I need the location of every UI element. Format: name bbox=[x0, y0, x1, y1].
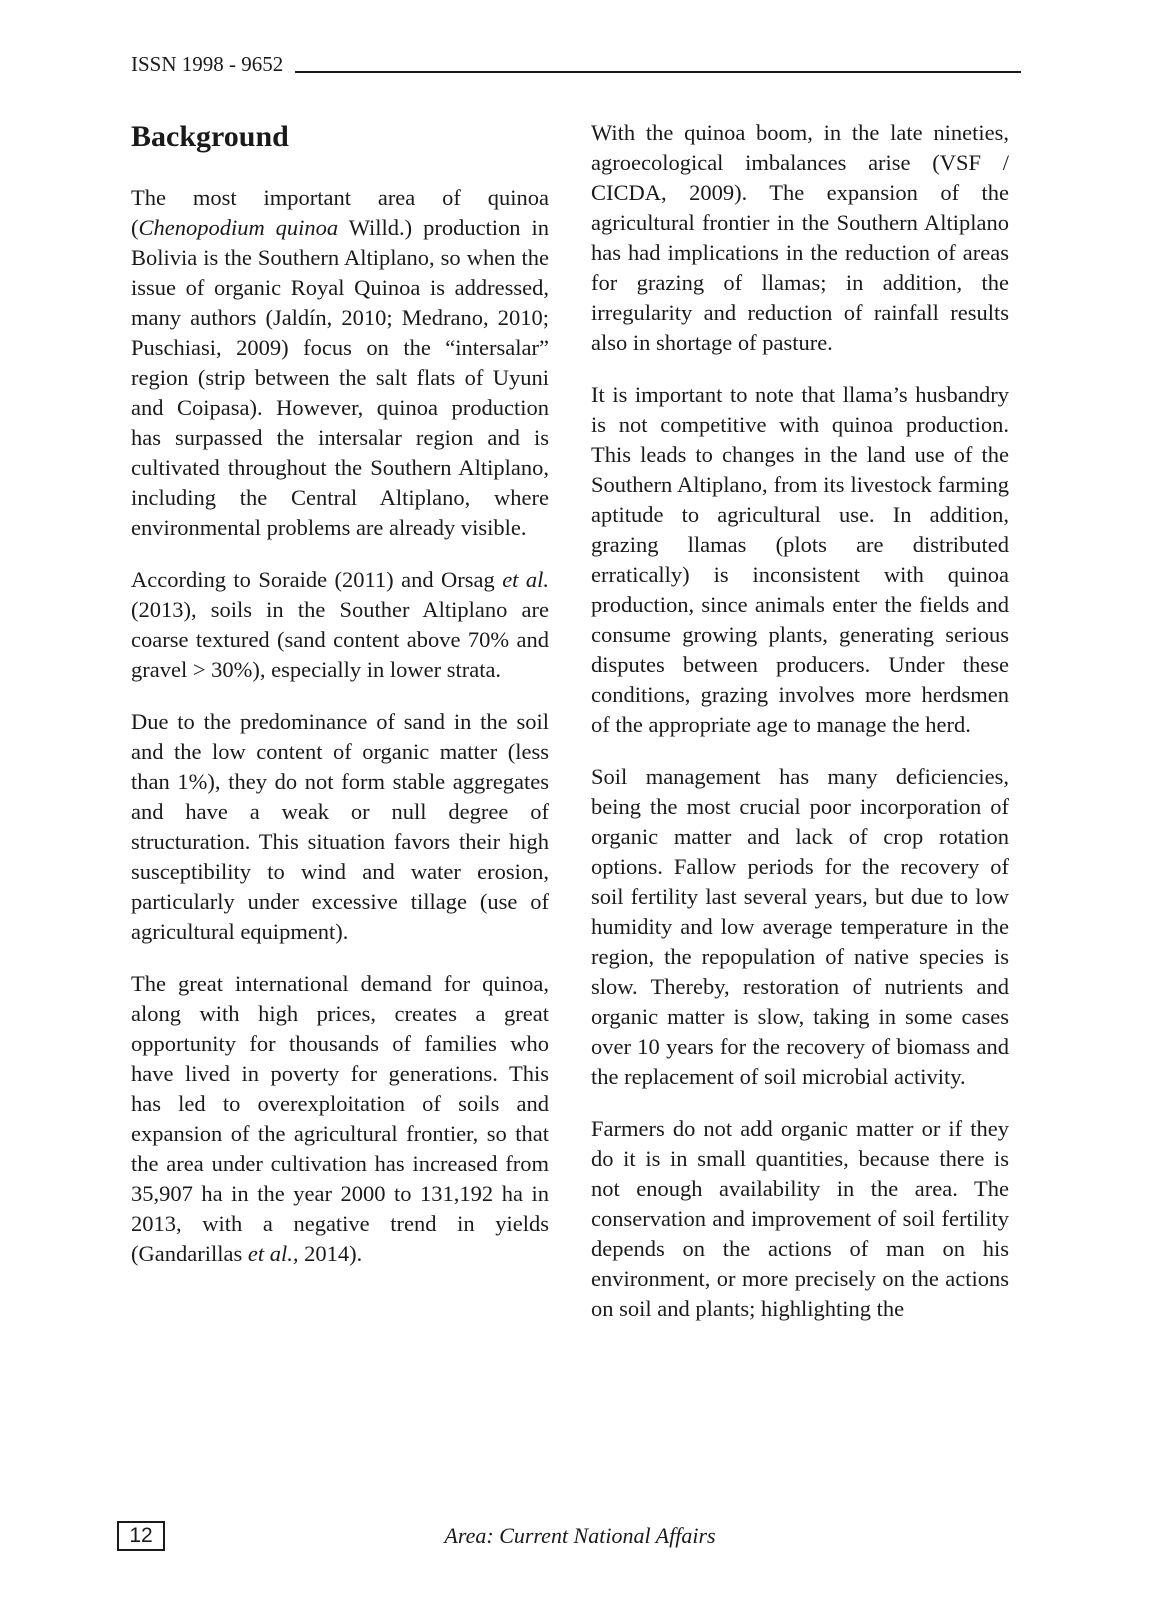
header-rule bbox=[295, 71, 1021, 73]
left-column bbox=[131, 118, 549, 1291]
page-number: 12 bbox=[117, 1521, 165, 1551]
right-column bbox=[591, 118, 1009, 1346]
paragraph: The great international demand for quinoa, along with high prices, creates a great opportunity for thousands of families who have lived in poverty for generations. This has led to overexploitation of soils and expansion of the agricultural frontier, so that the area under cultivation has increased from 35,907 ha in the year 2000 to 131,192 ha in 2013, with a negative trend in yields (Gandarillas et al., 2014). bbox=[131, 971, 549, 1266]
journal-area: Area: Current National Affairs bbox=[444, 1523, 716, 1548]
paragraph: It is important to note that llama’s husbandry is not competitive with quinoa production. This leads to changes in the land use of the Southern Altiplano, from its livestock farming aptitude to agricultural use. In addition, grazing llamas (plots are distributed erratically) is inconsistent with quinoa production, since animals enter the fields and consume growing plants, generating serious disputes between producers. Under these conditions, grazing involves more herdsmen of the appropriate age to manage the herd. bbox=[591, 382, 1009, 737]
paragraph: Farmers do not add organic matter or if they do it is in small quantities, because there is not enough availability in the area. The conservation and improvement of soil fertility depends on the actions of man on his environment, or more precisely on the actions on soil and plants; highlighting the bbox=[591, 1116, 1009, 1321]
issn-label: ISSN 1998 - 9652 bbox=[131, 52, 284, 76]
et-al: et al. bbox=[502, 567, 549, 592]
et-al: et al., bbox=[247, 1241, 299, 1266]
section-heading: Background bbox=[131, 120, 289, 153]
paragraph: With the quinoa boom, in the late nineties, agroecological imbalances arise (VSF / CICDA, 2009). The expansion of the agricultural frontier in the Southern Altiplano has had implications in the reduction of areas for grazing of llamas; in addition, the irregularity and reduction of rainfall results also in shortage of pasture. bbox=[591, 120, 1009, 355]
paragraph: The most important area of quinoa (Chenopodium quinoa Willd.) production in Bolivia is the Southern Altiplano, so when the issue of organic Royal Quinoa is addressed, many authors (Jaldín, 2010; Medrano, 2010; Puschiasi, 2009) focus on the “intersalar” region (strip between the salt flats of Uyuni and Coipasa). However, quinoa production has surpassed the intersalar region and is cultivated throughout the Southern Altiplano, including the Central Altiplano, where environmental problems are already visible. bbox=[131, 185, 549, 540]
species-name: Chenopodium quinoa bbox=[138, 215, 339, 240]
paragraph: Due to the predominance of sand in the soil and the low content of organic matter (less than 1%), they do not form stable aggregates and have a weak or null degree of structuration. This situation favors their high susceptibility to wind and water erosion, particularly under excessive tillage (use of agricultural equipment). bbox=[131, 709, 549, 944]
paragraph: Soil management has many deficiencies, being the most crucial poor incorporation of organic matter and lack of crop rotation options. Fallow periods for the recovery of soil fertility last several years, but due to low humidity and low average temperature in the region, the repopulation of native species is slow. Thereby, restoration of nutrients and organic matter is slow, taking in some cases over 10 years for the recovery of biomass and the replacement of soil microbial activity. bbox=[591, 764, 1009, 1089]
page-header bbox=[131, 52, 1021, 76]
paragraph: According to Soraide (2011) and Orsag et al. (2013), soils in the Souther Altiplano are coarse textured (sand content above 70% and gravel > 30%), especially in lower strata. bbox=[131, 567, 549, 682]
